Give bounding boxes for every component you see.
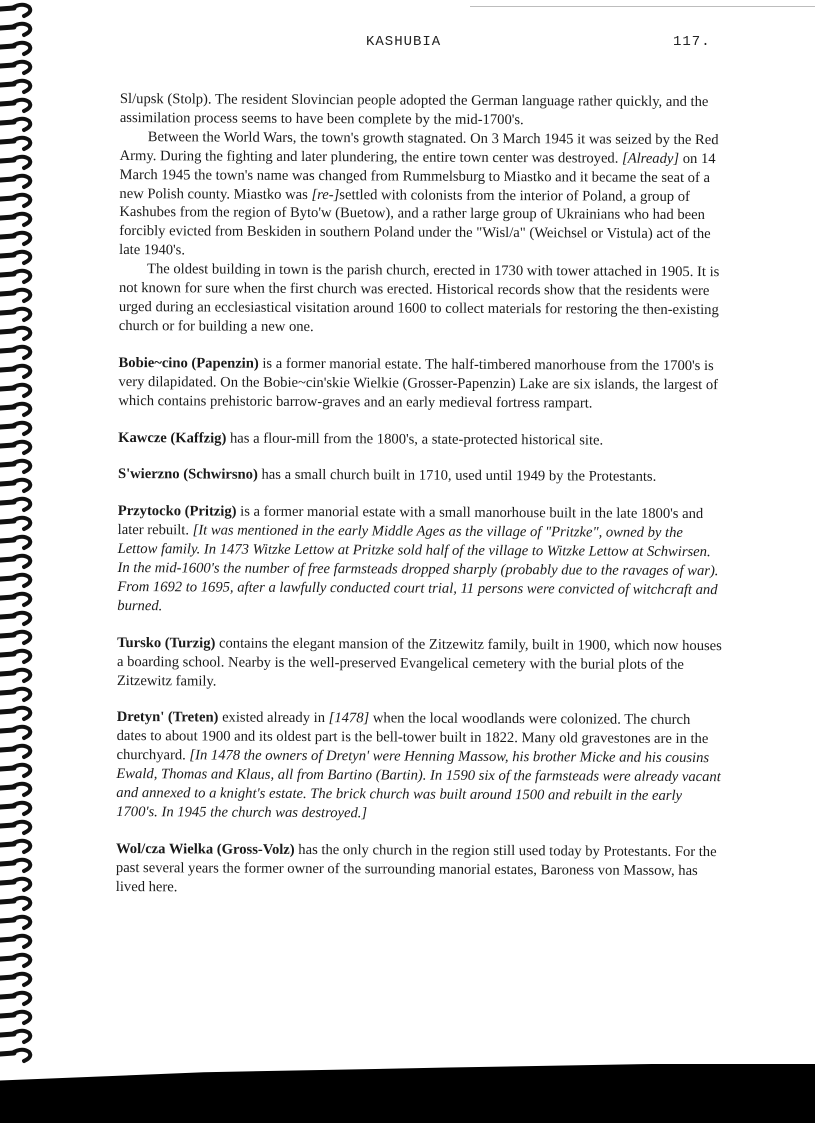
binding-coil — [0, 822, 30, 833]
place-name: Bobie~cino (Papenzin) — [118, 354, 259, 372]
place-name: Dretyn' (Treten) — [116, 709, 219, 726]
binding-coil — [0, 518, 30, 529]
binding-coil — [0, 689, 30, 700]
binding-coil — [0, 214, 30, 225]
place-entry-paragraph — [117, 502, 723, 619]
binding-coil — [0, 309, 30, 320]
text-run: Between the World Wars, the town's growth stagnated. On 3 March 1945 it was seized by the Red Army. During the fighting and later plundering, the entire town center was destroyed. — [119, 128, 719, 167]
binding-coil — [0, 860, 30, 871]
bracketed-note: [re-] — [311, 186, 340, 203]
binding-coil — [0, 651, 30, 662]
text-run: contains the elegant mansion of the Zitzewitz family, built in 1900, which now houses a boarding school. Nearby is the well-preserved Evangelical cemetery with the burial plots of the Zitzewitz family. — [116, 635, 722, 690]
binding-coil — [0, 176, 30, 187]
binding-coil — [0, 252, 30, 263]
text-run: settled with colonists from the interior of Poland, a group of Kashubes from the region of Byto'w (Buetow), and a rather large group of Ukrainians who had been forcibly evicted from Beskiden in southern Poland under the "Wisl/a" (Weichsel or Vistula) act of the late 1940's. — [119, 186, 711, 259]
binding-coil — [0, 537, 30, 548]
text-run: on 14 March 1945 the town's name was changed from Rummelsburg to Miastko and it became the seat of a new Polish county. Miastko was — [119, 150, 716, 203]
place-name: S'wierzno (Schwirsno) — [117, 466, 258, 484]
binding-coil — [0, 233, 30, 244]
binding-coil — [0, 43, 30, 54]
bracketed-note: [In 1478 the owners of Dretyn' were Henning Massow, his brother Micke and his cousins Ewald, Thomas and Klaus, all from Bartino (Bartin). In 1590 six of the farmsteads were already vacant and annexed to a knight's estate. The brick church was built around 1500 and rebuilt in the early 1700's. In 1945 the church was destroyed.] — [116, 747, 721, 822]
binding-coil — [0, 480, 30, 491]
text-run: existed already in — [218, 709, 329, 727]
body-paragraph — [120, 90, 725, 131]
place-name: Wol/cza Wielka (Gross-Volz) — [115, 840, 295, 858]
binding-coil — [0, 423, 30, 434]
binding-coil — [0, 727, 30, 738]
binding-coil — [0, 746, 30, 757]
place-entry-paragraph — [116, 840, 721, 900]
running-head: KASHUBIA — [366, 34, 442, 50]
binding-coil — [0, 195, 30, 206]
place-entry-paragraph — [118, 428, 723, 450]
binding-coil — [0, 328, 30, 339]
binding-coil — [0, 765, 30, 776]
binding-coil — [0, 1050, 30, 1061]
binding-coil — [0, 461, 30, 472]
scan-top-rule — [470, 6, 815, 7]
bracketed-note: [Already] — [622, 150, 680, 167]
text-run: The oldest building in town is the parish church, erected in 1730 with tower attached in 1905. It is not known for sure when the first church was erected. Historical records show that the residents were urged during an ecclesiastical visitation around 1600 to collect materials for restoring the then-existing church or for building a new one. — [118, 261, 720, 335]
binding-coil — [0, 385, 30, 396]
body-paragraph — [119, 260, 724, 339]
binding-coil — [0, 271, 30, 282]
text-run: has a flour-mill from the 1800's, a state-protected historical site. — [226, 430, 604, 449]
binding-coil — [0, 556, 30, 567]
binding-coil — [0, 784, 30, 795]
scan-edge-shadow — [0, 1064, 815, 1123]
page-number: 117. — [673, 34, 711, 50]
place-entry-paragraph — [118, 354, 723, 414]
binding-coil — [0, 974, 30, 985]
text-run: is a former manorial estate with a small manorhouse built in the late 1800's and later rebuilt. — [117, 503, 704, 539]
binding-coil — [0, 5, 30, 16]
spiral-binding-icon — [0, 0, 36, 1065]
binding-coil — [0, 955, 30, 966]
place-name: Tursko (Turzig) — [117, 634, 216, 652]
text-run: has a small church built in 1710, used until 1949 by the Protestants. — [257, 467, 657, 486]
binding-coil — [0, 993, 30, 1004]
binding-coil — [0, 803, 30, 814]
binding-coil — [0, 100, 30, 111]
binding-coil — [0, 898, 30, 909]
binding-coil — [0, 138, 30, 149]
place-entry-paragraph — [116, 708, 722, 825]
binding-coil — [0, 62, 30, 73]
binding-coil — [0, 347, 30, 358]
text-run: when the local woodlands were colonized. The church dates to about 1900 and its oldest part is the bell-tower built in 1822. Many old gravestones are in the churchyard. — [116, 710, 709, 764]
page-header — [0, 34, 815, 54]
binding-coil — [0, 404, 30, 415]
binding-coil — [0, 936, 30, 947]
binding-coil — [0, 575, 30, 586]
text-run: is a former manorial estate. The half-timbered manorhouse from the 1700's is very dilapidated. On the Bobie~cin'skie Wielkie (Grosser-Papenzin) Lake are six islands, the largest of which contains prehistoric barrow-graves and an early medieval fortress rampart. — [118, 355, 719, 412]
binding-coil — [0, 632, 30, 643]
bracketed-note: [1478] — [328, 710, 370, 727]
binding-coil — [0, 594, 30, 605]
binding-coil — [0, 613, 30, 624]
place-name: Kawcze (Kaffzig) — [118, 429, 227, 447]
body-paragraph — [119, 128, 725, 264]
binding-coil — [0, 157, 30, 168]
text-run: Sl/upsk (Stolp). The resident Slovincian people adopted the German language rather quickly, and the assimilation process seems to have been complete by the mid-1700's. — [119, 90, 709, 129]
document-body — [116, 90, 725, 900]
place-name: Przytocko (Pritzig) — [117, 503, 237, 520]
binding-coil — [0, 670, 30, 681]
binding-coil — [0, 841, 30, 852]
binding-coil — [0, 81, 30, 92]
binding-coil — [0, 1031, 30, 1042]
place-entry-paragraph — [117, 634, 722, 694]
binding-coil — [0, 879, 30, 890]
binding-coil — [0, 499, 30, 510]
place-entry-paragraph — [118, 465, 723, 487]
bracketed-note: [It was mentioned in the early Middle Ages as the village of "Pritzke", owned by the Lettow family. In 1473 Witzke Lettow at Pritzke sold half of the village to Witzke Lettow at Schwirsen. In the mid-1600's the number of free farmsteads dropped sharply (probably due to the ravages of war). From 1692 to 1695, after a lawfully conducted court trial, 11 persons were convicted of witchcraft and burned. — [117, 522, 719, 615]
binding-coil — [0, 366, 30, 377]
binding-coil — [0, 290, 30, 301]
binding-coil — [0, 119, 30, 130]
binding-coil — [0, 917, 30, 928]
binding-coil — [0, 1012, 30, 1023]
text-run: has the only church in the region still used today by Protestants. For the past several years the former owner of the surrounding manorial estates, Baroness von Massow, has lived here. — [115, 841, 717, 896]
binding-coil — [0, 24, 30, 35]
binding-coil — [0, 442, 30, 453]
binding-coil — [0, 708, 30, 719]
